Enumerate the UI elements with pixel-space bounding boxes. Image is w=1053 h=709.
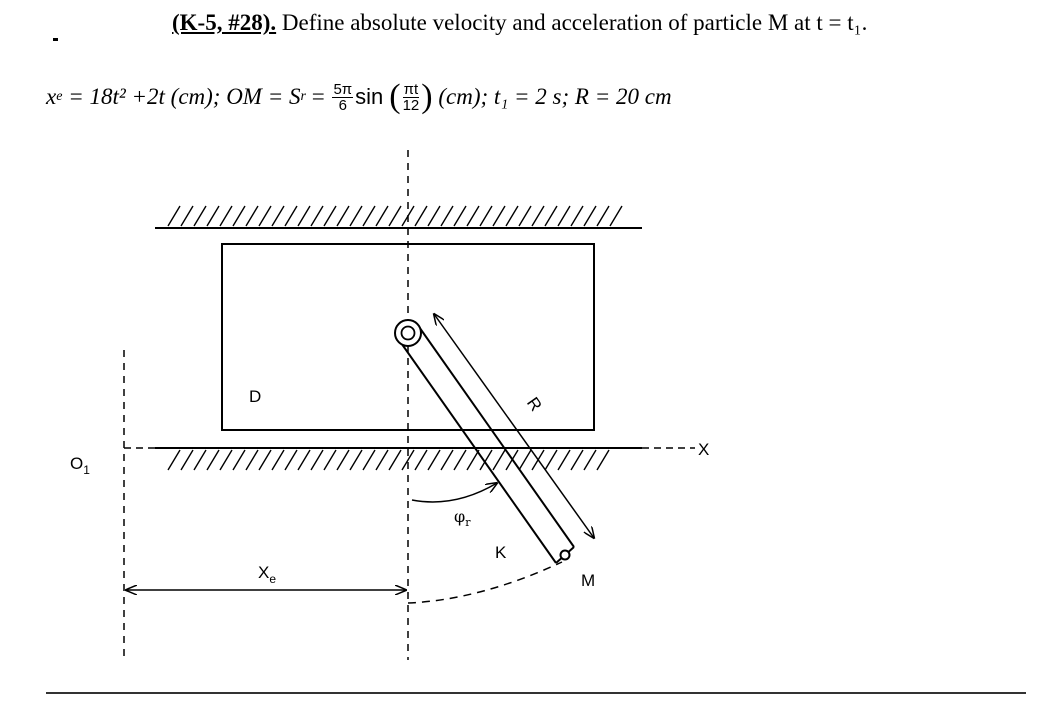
- hatch-mark: [545, 206, 557, 226]
- hatch-mark: [337, 206, 349, 226]
- top-wall: [155, 206, 642, 228]
- hatch-mark: [337, 450, 349, 470]
- hatch-mark: [376, 206, 388, 226]
- hatch-mark: [194, 206, 206, 226]
- hatch-mark: [298, 450, 310, 470]
- hatch-mark: [532, 206, 544, 226]
- label-o1: $O_1$: [70, 454, 90, 477]
- argument-denominator: 12: [402, 96, 420, 114]
- equals-sign: =: [305, 84, 331, 109]
- hatch-mark: [480, 206, 492, 226]
- hatch-mark: [363, 450, 375, 470]
- formula-rest: (cm); t₁ = 2 s; R = 20 cm: [432, 84, 672, 109]
- hatch-mark: [246, 206, 258, 226]
- pivot-inner: [402, 327, 415, 340]
- hatch-mark: [454, 450, 466, 470]
- hatch-mark: [233, 206, 245, 226]
- hatch-mark: [441, 206, 453, 226]
- hatch-mark: [168, 206, 180, 226]
- hatch-mark: [259, 450, 271, 470]
- hatch-mark: [415, 206, 427, 226]
- hatch-mark: [324, 450, 336, 470]
- hatch-mark: [272, 450, 284, 470]
- hatch-mark: [597, 206, 609, 226]
- right-paren: ): [421, 78, 433, 115]
- hatch-mark: [597, 450, 609, 470]
- tube-k: [399, 324, 574, 563]
- xe-expression: = 18t² +2t (cm); OM = S: [62, 84, 301, 109]
- label-d: D: [249, 387, 262, 406]
- hatch-mark: [428, 206, 440, 226]
- hatch-mark: [571, 206, 583, 226]
- hatch-mark: [285, 206, 297, 226]
- hatch-mark: [493, 450, 505, 470]
- hatch-mark: [454, 206, 466, 226]
- hatch-mark: [298, 206, 310, 226]
- hatch-mark: [207, 450, 219, 470]
- hatch-mark: [415, 450, 427, 470]
- hatch-mark: [428, 450, 440, 470]
- hatch-mark: [350, 450, 362, 470]
- hatch-mark: [350, 206, 362, 226]
- hatch-mark: [285, 450, 297, 470]
- angle-arc: [412, 483, 497, 502]
- hatch-mark: [558, 206, 570, 226]
- hatch-mark: [519, 206, 531, 226]
- sr-subscript: r: [300, 89, 306, 104]
- hatch-mark: [311, 206, 323, 226]
- xe-subscript: e: [56, 89, 63, 104]
- trajectory-arc: [408, 562, 562, 603]
- hatch-mark: [168, 450, 180, 470]
- hatch-mark: [558, 450, 570, 470]
- hatch-mark: [519, 450, 531, 470]
- hatch-mark: [181, 206, 193, 226]
- hatch-mark: [441, 450, 453, 470]
- hatch-mark: [584, 206, 596, 226]
- xe-symbol: x: [46, 84, 57, 109]
- hatch-mark: [272, 206, 284, 226]
- hatch-mark: [311, 450, 323, 470]
- hatch-mark: [467, 450, 479, 470]
- hatch-mark: [181, 450, 193, 470]
- label-phi-r: $\varphi_r$: [454, 507, 471, 529]
- hatch-mark: [389, 450, 401, 470]
- coefficient-numerator: 5π: [333, 80, 353, 98]
- hatch-mark: [220, 206, 232, 226]
- label-m: M: [581, 571, 596, 590]
- hatch-mark: [233, 450, 245, 470]
- hatch-mark: [246, 450, 258, 470]
- hatch-mark: [363, 206, 375, 226]
- label-r: R: [523, 393, 546, 415]
- hatch-mark: [610, 206, 622, 226]
- problem-tag: (K-5, #28).: [172, 10, 277, 35]
- label-xe: $X_e$: [258, 563, 277, 586]
- hatch-mark: [480, 450, 492, 470]
- bottom-guide: [155, 448, 642, 470]
- hatch-mark: [324, 206, 336, 226]
- argument-numerator: πt: [403, 80, 419, 98]
- hatch-mark: [194, 450, 206, 470]
- hatch-mark: [493, 206, 505, 226]
- hatch-mark: [207, 206, 219, 226]
- hatch-mark: [220, 450, 232, 470]
- hatch-mark: [545, 450, 557, 470]
- bottom-rule: [46, 692, 1026, 694]
- hatch-mark: [584, 450, 596, 470]
- hatch-mark: [376, 450, 388, 470]
- hatch-mark: [571, 450, 583, 470]
- left-paren: (: [389, 78, 401, 115]
- hatch-mark: [506, 206, 518, 226]
- hatch-mark: [389, 206, 401, 226]
- coefficient-denominator: 6: [338, 96, 347, 114]
- problem-statement: Define absolute velocity and acceleration of particle M at t = t₁.: [281, 10, 868, 35]
- hatch-mark: [259, 206, 271, 226]
- point-m: [561, 551, 570, 560]
- hatch-mark: [467, 206, 479, 226]
- label-x-axis: X: [698, 440, 710, 459]
- label-k: K: [495, 543, 507, 562]
- sin-function: sin: [355, 84, 384, 109]
